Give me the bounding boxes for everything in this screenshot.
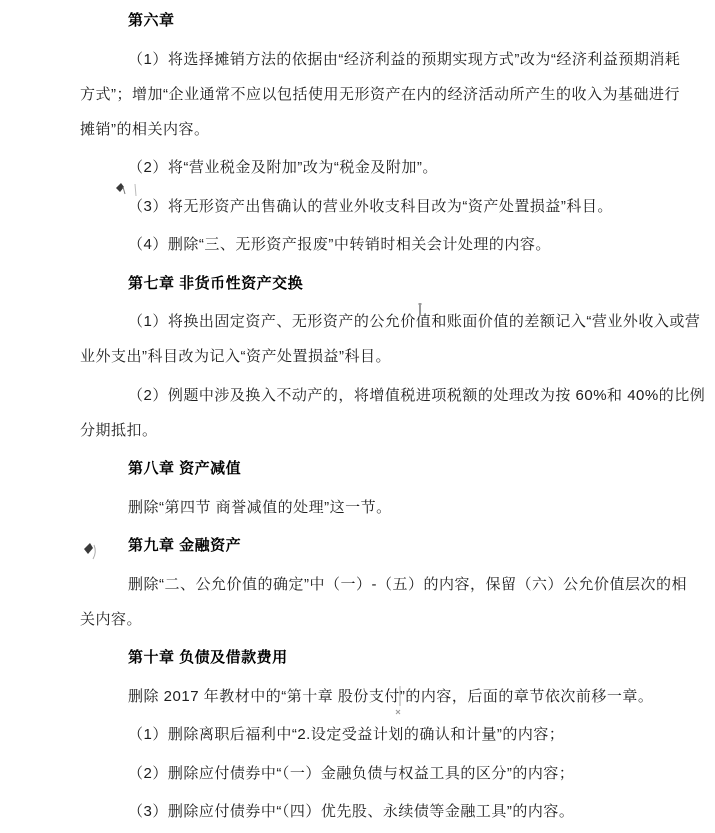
text-line: 删除“第四节 商誉减值的处理”这一节。 <box>128 498 392 516</box>
heading-line: 第八章 资产减值 <box>128 460 242 477</box>
chapter-heading <box>80 3 640 38</box>
text-line: 关内容。 <box>80 610 143 628</box>
text-line: 方式”；增加“企业通常不应以包括使用无形资产在内的经济活动所产生的收入为基础进行 <box>80 85 680 103</box>
heading-line: 第十章 负债及借款费用 <box>128 649 288 666</box>
paragraph <box>80 679 654 714</box>
text-line: 摊销”的相关内容。 <box>80 120 210 138</box>
text-line: 业外支出”科目改为记入“资产处置损益”科目。 <box>80 348 391 365</box>
paragraph <box>80 567 687 637</box>
heading-line: 第九章 金融资产 <box>128 537 242 554</box>
chapter-heading <box>80 266 640 301</box>
chapter-heading <box>80 528 640 563</box>
text-line: 删除 2017 年教材中的“第十章 股份支付”的内容，后面的章节依次前移一章。 <box>128 687 654 705</box>
heading-line: 第六章 <box>128 12 175 29</box>
text-line: （1）将换出固定资产、无形资产的公允价值和账面价值的差额记入“营业外收入或营 <box>128 313 701 330</box>
paragraph <box>80 794 640 829</box>
paragraph <box>80 378 706 448</box>
text-line: （2）将“营业税金及附加”改为“税金及附加”。 <box>128 159 438 176</box>
text-line: 删除“二、公允价值的确定”中（一）-（五）的内容，保留（六）公允价值层次的相 <box>128 575 687 593</box>
text-line: （1）将选择摊销方法的依据由“经济利益的预期实现方式”改为“经济利益预期消耗 <box>128 50 681 68</box>
paragraph <box>80 227 640 262</box>
heading-line: 第七章 非货币性资产交换 <box>128 274 304 292</box>
text-line: （3）删除应付债券中“（四）优先股、永续债等金融工具”的内容。 <box>128 803 575 820</box>
paragraph <box>80 189 640 224</box>
paragraph <box>80 304 701 374</box>
paragraph <box>80 42 681 147</box>
text-line: （1）删除离职后福利中“2.设定受益计划的确认和计量”的内容； <box>128 726 565 743</box>
text-line: （4）删除“三、无形资产报废”中转销时相关会计处理的内容。 <box>128 236 551 253</box>
paragraph <box>80 490 640 525</box>
chapter-heading <box>80 451 640 486</box>
text-line: 分期抵扣。 <box>80 421 158 439</box>
paragraph <box>80 150 640 185</box>
document-content <box>80 3 706 833</box>
paragraph <box>80 756 640 791</box>
paragraph <box>80 717 640 752</box>
text-line: （2）删除应付债券中“（一）金融负债与权益工具的区分”的内容； <box>128 764 575 782</box>
chapter-heading <box>80 640 640 675</box>
text-line: （3）将无形资产出售确认的营业外收支科目改为“资产处置损益”科目。 <box>128 197 613 215</box>
text-line: （2）例题中涉及换入不动产的，将增值税进项税额的处理改为按 60%和 40%的比例 <box>128 386 706 404</box>
